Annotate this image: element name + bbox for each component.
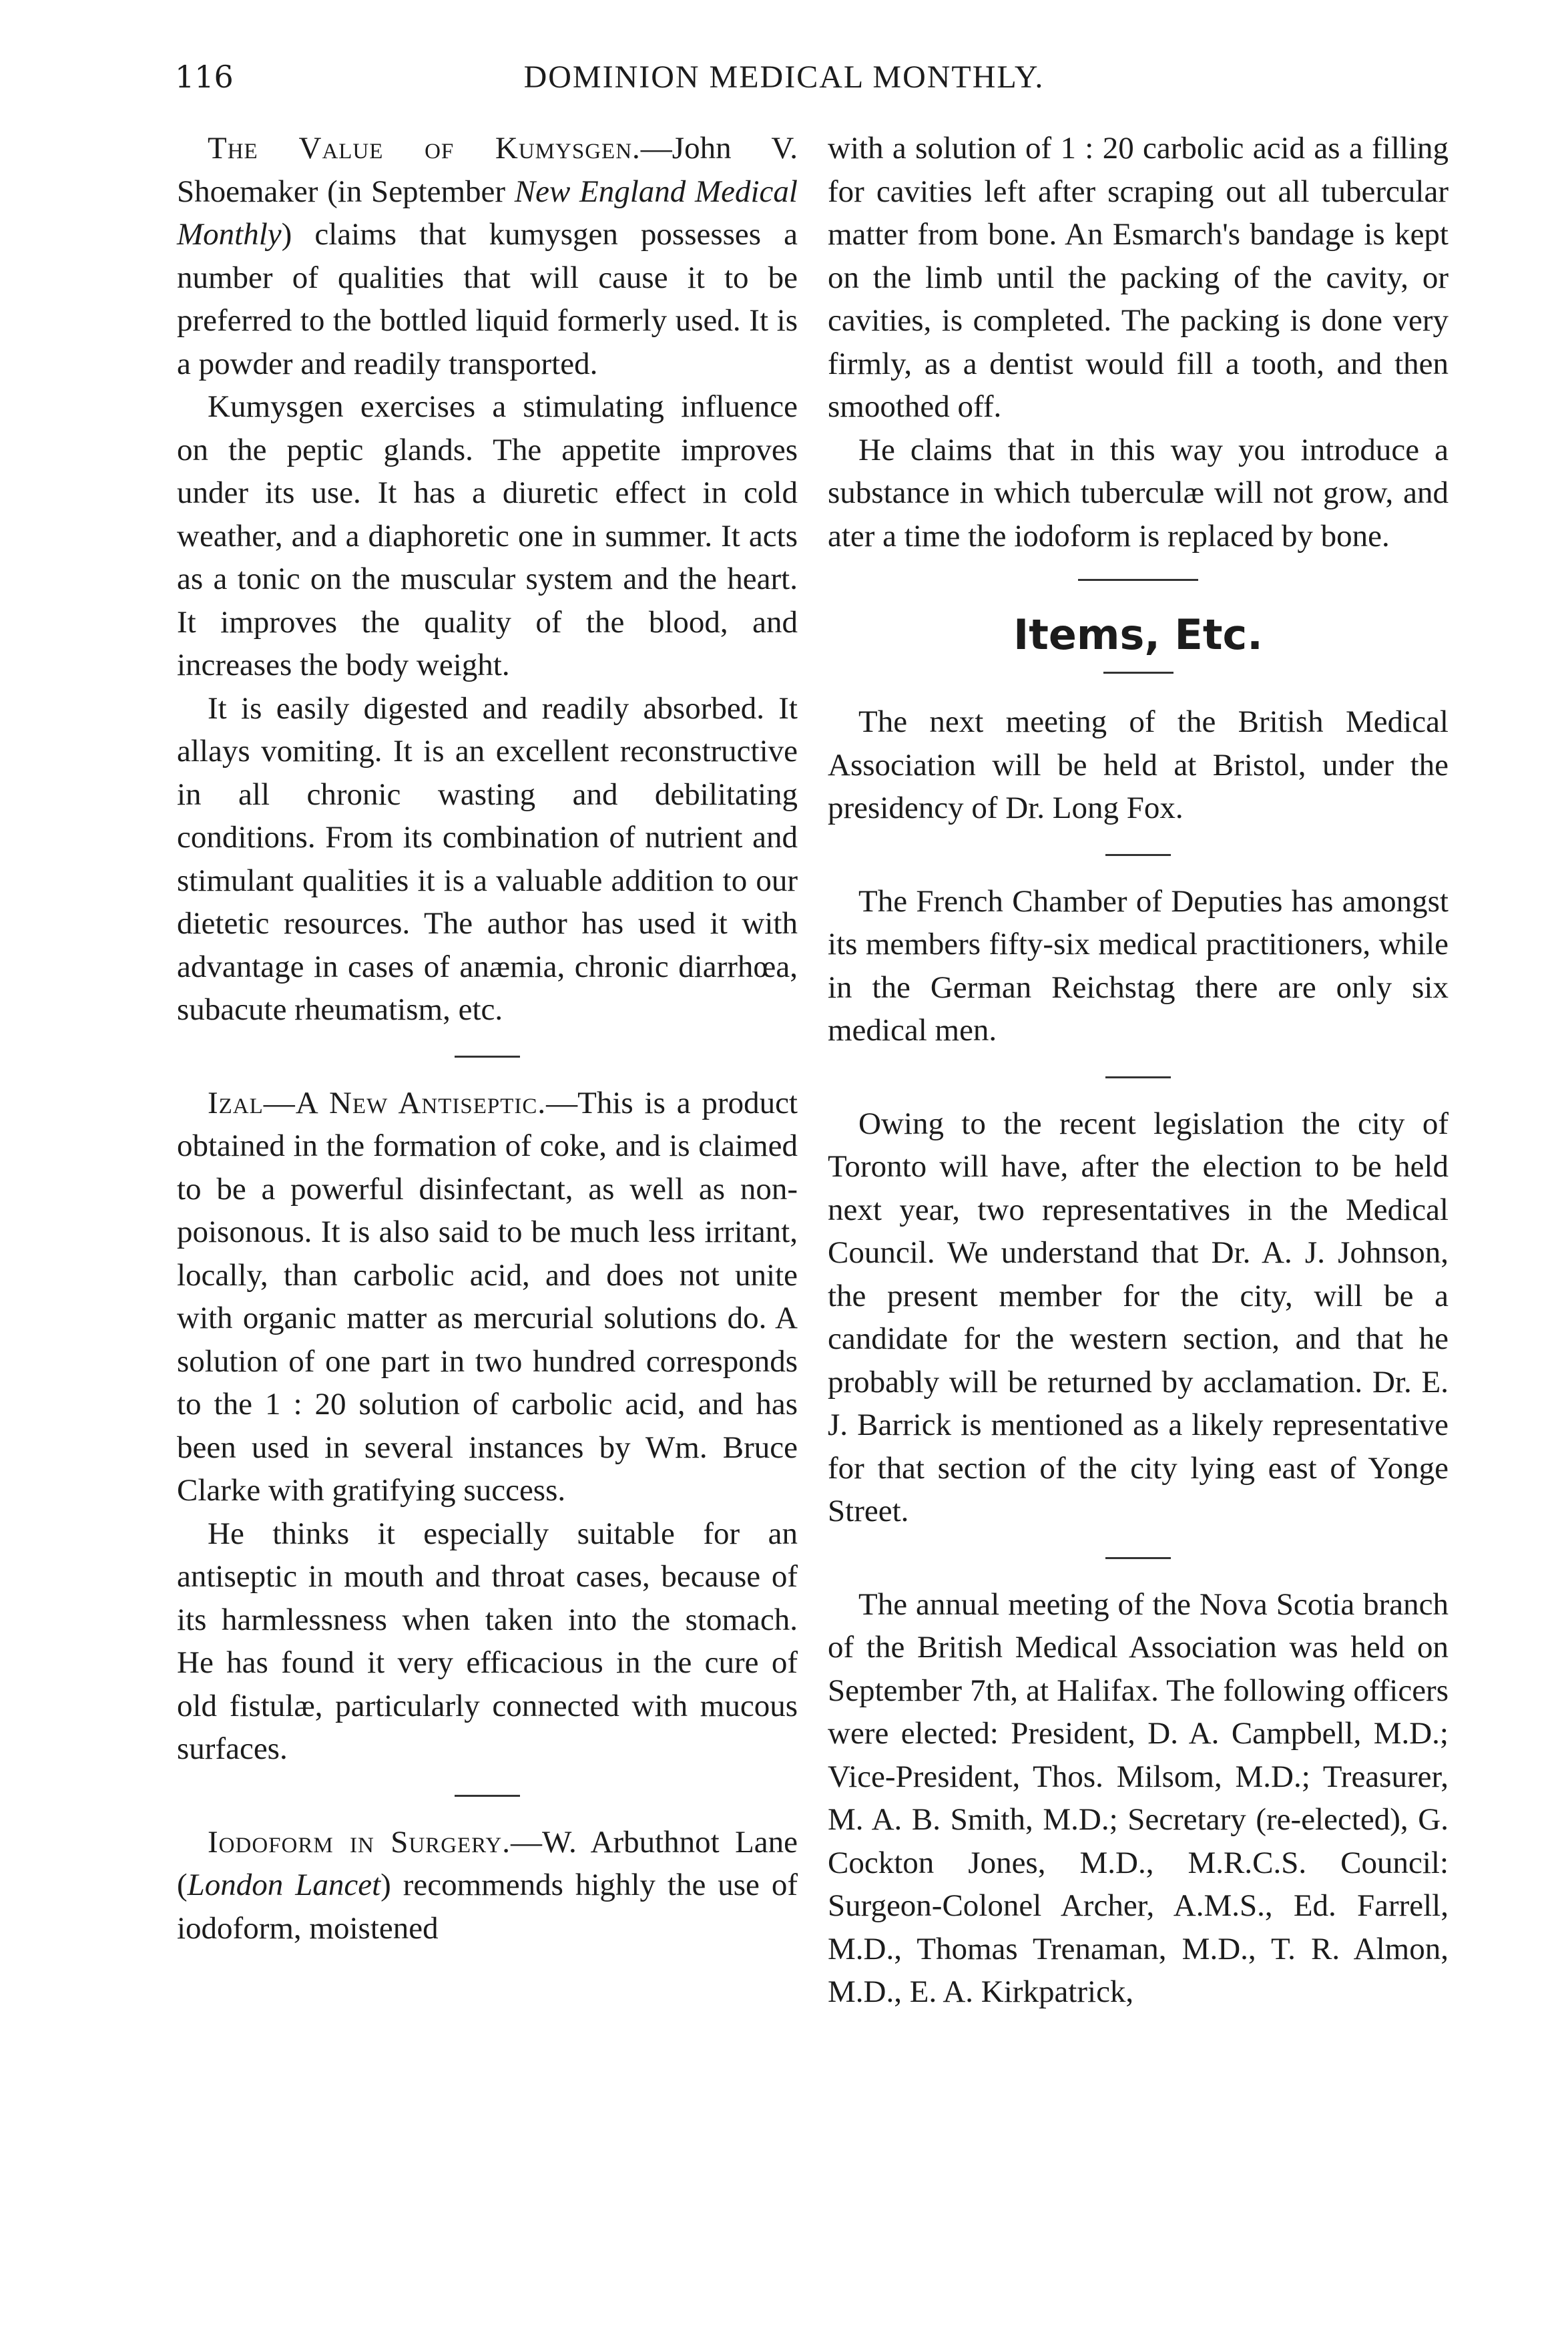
item-divider	[1105, 854, 1171, 856]
page-header	[0, 59, 1568, 119]
section-divider	[1078, 579, 1198, 581]
item-divider	[1105, 1557, 1171, 1559]
left-column	[177, 127, 798, 1950]
section-divider	[455, 1056, 520, 1058]
page-number: 116	[175, 59, 234, 95]
section-divider	[455, 1795, 520, 1797]
news-item: The next meeting of the British Medical Association will be held at Bristol, under the presidency of Dr. Long Fox.	[828, 704, 1449, 825]
news-item: The French Chamber of Deputies has amongst its members fifty-six medical practitioners, while in the German Reichstag there are only six medical men.	[828, 883, 1449, 1048]
kumysgen-heading: The Value of Kumysgen.	[208, 131, 641, 166]
iodoform-continued-paragraph-2: He claims that in this way you introduce a substance in which tuberculæ will not grow, and ater a time the iodoform is replaced by bone.	[828, 432, 1449, 554]
iodoform-continued-paragraph-1: with a solution of 1 : 20 carbolic acid as a filling for cavities left after scraping out all tubercular matter from bone. An Esmarch's bandage is kept on the limb until the packing of the cavity, or cavities, is completed. The packing is done very firmly, as a dentist would fill a tooth, and then smoothed off.	[828, 131, 1449, 424]
iodoform-heading: Iodoform in Surgery.	[208, 1824, 511, 1860]
iodoform-paragraph-1: Iodoform in Surgery.—W. Arbuthnot Lane (London Lancet) recommends highly the use of iodoform, moistened	[177, 1824, 798, 1946]
kumysgen-paragraph-3: It is easily digested and readily absorbed. It allays vomiting. It is an excellent reconstructive in all chronic wasting and debilitating conditions. From its combination of nutrient and stimulant qualities it is a valuable addition to our dietetic resources. The author has used it with advantage in cases of anæmia, chronic diarrhœa, subacute rheumatism, etc.	[177, 690, 798, 1027]
running-title: DOMINION MEDICAL MONTHLY.	[523, 59, 1045, 95]
item-divider	[1105, 1076, 1171, 1078]
journal-title: New England Medical Monthly	[177, 174, 798, 252]
items-heading: Items, Etc.	[1013, 610, 1263, 659]
izal-heading: Izal—A New Antiseptic.	[208, 1085, 547, 1120]
journal-title: London Lancet	[187, 1868, 381, 1902]
news-item: Owing to the recent legislation the city of Toronto will have, after the election to be held next year, two representatives in the Medical Council. We understand that Dr. A. J. Johnson, the present member for the city, will be a candidate for the western section, and that he probably will be returned by acclamation. Dr. E. J. Barrick is mentioned as a likely representative for that section of the city lying east of Yonge Street.	[828, 1106, 1449, 1528]
kumysgen-paragraph-1: The Value of Kumysgen.—John V. Shoemaker (in September New England Medical Monthly) claims that kumysgen possesses a number of qualities that will cause it to be preferred to the bottled liquid formerly used. It is a powder and readily transported.	[177, 131, 798, 381]
right-column	[828, 127, 1449, 2014]
heading-rule	[1103, 672, 1173, 674]
izal-paragraph-2: He thinks it especially suitable for an antiseptic in mouth and throat cases, because of its harmlessness when taken into the stomach. He has found it very efficacious in the cure of old fistulæ, particularly connected with mucous surfaces.	[177, 1516, 798, 1766]
kumysgen-paragraph-2: Kumysgen exercises a stimulating influence on the peptic glands. The appetite improves under its use. It has a diuretic effect in cold weather, and a diaphoretic one in summer. It acts as a tonic on the muscular system and the heart. It improves the quality of the blood, and increases the body weight.	[177, 389, 798, 682]
izal-paragraph-1: Izal—A New Antiseptic.—This is a product obtained in the formation of coke, and is claimed to be a powerful disinfectant, as well as non-poisonous. It is also said to be much less irritant, locally, than carbolic acid, and does not unite with organic matter as mercurial solutions do. A solution of one part in two hundred corresponds to the 1 : 20 solution of carbolic acid, and has been used in several instances by Wm. Bruce Clarke with gratifying success.	[177, 1085, 798, 1508]
news-item: The annual meeting of the Nova Scotia branch of the British Medical Association was held on September 7th, at Halifax. The following officers were elected: President, D. A. Campbell, M.D.; Vice-President, Thos. Milsom, M.D.; Treasurer, M. A. B. Smith, M.D.; Secretary (re-elected), G. Cockton Jones, M.D., M.R.C.S. Council: Surgeon-Colonel Archer, A.M.S., Ed. Farrell, M.D., Thomas Trenaman, M.D., T. R. Almon, M.D., E. A. Kirkpatrick,	[828, 1586, 1449, 2009]
